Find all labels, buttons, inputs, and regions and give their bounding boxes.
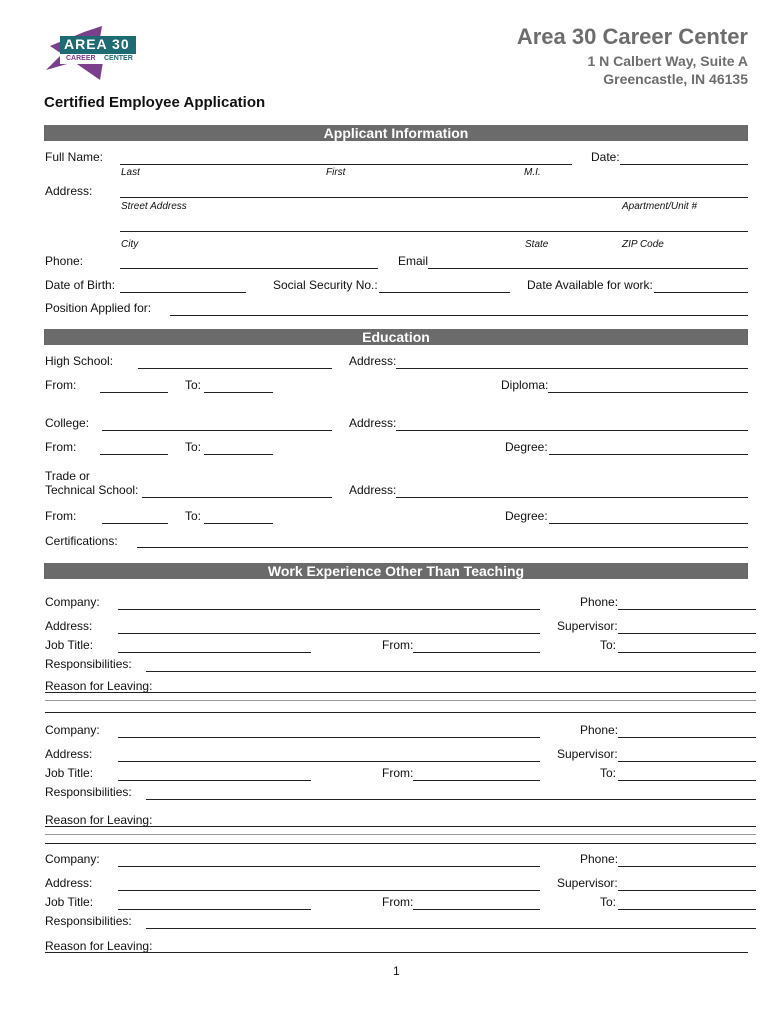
high-school-address-field[interactable] bbox=[396, 368, 748, 369]
job2-reason-line2[interactable] bbox=[45, 834, 756, 835]
section-education: Education bbox=[44, 329, 748, 345]
diploma-field[interactable] bbox=[548, 392, 748, 393]
college-field[interactable] bbox=[102, 430, 332, 431]
job3-company-label: Company: bbox=[45, 852, 100, 866]
job2-to-field[interactable] bbox=[618, 780, 756, 781]
job2-title-field[interactable] bbox=[118, 780, 311, 781]
trade-degree-field[interactable] bbox=[549, 523, 748, 524]
trade-label-line1: Trade or bbox=[45, 469, 90, 483]
job2-address-field[interactable] bbox=[118, 761, 540, 762]
form-title: Certified Employee Application bbox=[44, 94, 266, 111]
city-caption: City bbox=[121, 239, 139, 250]
job1-from-field[interactable] bbox=[413, 652, 540, 653]
trade-address-field[interactable] bbox=[396, 497, 748, 498]
zip-caption: ZIP Code bbox=[622, 239, 664, 250]
job1-company-label: Company: bbox=[45, 595, 100, 609]
apartment-caption: Apartment/Unit # bbox=[622, 201, 698, 212]
college-to-field[interactable] bbox=[204, 454, 273, 455]
job3-supervisor-label: Supervisor: bbox=[557, 876, 618, 890]
org-city: Greencastle, IN 46135 bbox=[603, 71, 748, 87]
section-applicant-information: Applicant Information bbox=[44, 125, 748, 141]
job3-address-field[interactable] bbox=[118, 890, 540, 891]
trade-school-field[interactable] bbox=[142, 497, 332, 498]
logo-text-center: CENTER bbox=[104, 55, 133, 62]
trade-from-field[interactable] bbox=[102, 523, 168, 524]
job2-responsibilities-field[interactable] bbox=[146, 799, 756, 800]
job2-supervisor-field[interactable] bbox=[618, 761, 756, 762]
job2-company-label: Company: bbox=[45, 723, 100, 737]
job3-from-label: From: bbox=[382, 895, 414, 909]
college-to-label: To: bbox=[185, 440, 202, 454]
position-label: Position Applied for: bbox=[45, 301, 152, 315]
college-degree-field[interactable] bbox=[549, 454, 748, 455]
job3-reason-label: Reason for Leaving: bbox=[45, 939, 153, 953]
email-label: Email bbox=[398, 254, 429, 268]
ssn-label: Social Security No.: bbox=[273, 278, 378, 292]
college-label: College: bbox=[45, 416, 90, 430]
position-field[interactable] bbox=[170, 315, 748, 316]
middle-initial-caption: M.I. bbox=[524, 167, 541, 178]
job2-phone-label: Phone: bbox=[580, 723, 619, 737]
trade-to-label: To: bbox=[185, 509, 202, 523]
job3-responsibilities-label: Responsibilities: bbox=[45, 914, 132, 928]
city-state-zip-field[interactable] bbox=[120, 231, 748, 232]
job1-responsibilities-field[interactable] bbox=[146, 671, 756, 672]
job2-from-label: From: bbox=[382, 766, 414, 780]
job1-supervisor-field[interactable] bbox=[618, 633, 756, 634]
diploma-label: Diploma: bbox=[501, 378, 549, 392]
job3-responsibilities-field[interactable] bbox=[146, 928, 756, 929]
job1-company-field[interactable] bbox=[118, 609, 540, 610]
high-school-field[interactable] bbox=[138, 368, 332, 369]
job1-reason-label: Reason for Leaving: bbox=[45, 679, 153, 693]
dob-field[interactable] bbox=[120, 292, 246, 293]
high-school-from-field[interactable] bbox=[100, 392, 168, 393]
dob-label: Date of Birth: bbox=[45, 278, 116, 292]
logo-star-icon bbox=[44, 22, 140, 84]
job2-reason-field[interactable] bbox=[45, 826, 756, 827]
certifications-field[interactable] bbox=[137, 547, 748, 548]
job1-title-label: Job Title: bbox=[45, 638, 94, 652]
logo-text-career: CAREER bbox=[66, 55, 96, 62]
job2-title-label: Job Title: bbox=[45, 766, 94, 780]
org-name: Area 30 Career Center bbox=[516, 24, 748, 49]
first-name-caption: First bbox=[326, 167, 346, 178]
job3-address-label: Address: bbox=[45, 876, 93, 890]
trade-to-field[interactable] bbox=[204, 523, 273, 524]
job1-reason-field[interactable] bbox=[45, 692, 756, 693]
state-caption: State bbox=[525, 239, 549, 250]
job1-reason-line2[interactable] bbox=[45, 700, 756, 701]
page-number: 1 bbox=[393, 964, 400, 978]
job1-title-field[interactable] bbox=[118, 652, 311, 653]
job3-from-field[interactable] bbox=[413, 909, 540, 910]
trade-degree-label: Degree: bbox=[505, 509, 548, 523]
phone-label: Phone: bbox=[45, 254, 84, 268]
job3-title-field[interactable] bbox=[118, 909, 311, 910]
job2-company-field[interactable] bbox=[118, 737, 540, 738]
high-school-to-label: To: bbox=[185, 378, 202, 392]
date-field[interactable] bbox=[620, 164, 748, 165]
full-name-label: Full Name: bbox=[45, 150, 104, 164]
date-available-label: Date Available for work: bbox=[527, 278, 653, 292]
full-name-field[interactable] bbox=[120, 164, 572, 165]
job3-company-field[interactable] bbox=[118, 866, 540, 867]
street-address-field[interactable] bbox=[120, 197, 748, 198]
job1-supervisor-label: Supervisor: bbox=[557, 619, 618, 633]
job1-responsibilities-label: Responsibilities: bbox=[45, 657, 132, 671]
street-address-caption: Street Address bbox=[121, 201, 187, 212]
job1-to-label: To: bbox=[600, 638, 617, 652]
college-address-label: Address: bbox=[349, 416, 397, 430]
phone-field[interactable] bbox=[120, 268, 378, 269]
job3-to-label: To: bbox=[600, 895, 617, 909]
job3-reason-field[interactable] bbox=[45, 952, 748, 953]
job1-reason-line3[interactable] bbox=[45, 712, 756, 713]
job2-reason-label: Reason for Leaving: bbox=[45, 813, 153, 827]
job1-phone-label: Phone: bbox=[580, 595, 619, 609]
certifications-label: Certifications: bbox=[45, 534, 118, 548]
college-from-label: From: bbox=[45, 440, 77, 454]
job1-from-label: From: bbox=[382, 638, 414, 652]
area30-logo bbox=[44, 22, 140, 84]
job2-responsibilities-label: Responsibilities: bbox=[45, 785, 132, 799]
ssn-field[interactable] bbox=[379, 292, 510, 293]
job2-reason-line3[interactable] bbox=[45, 843, 756, 844]
college-from-field[interactable] bbox=[100, 454, 168, 455]
job3-phone-label: Phone: bbox=[580, 852, 619, 866]
job3-phone-field[interactable] bbox=[618, 866, 756, 867]
job1-to-field[interactable] bbox=[618, 652, 756, 653]
job3-supervisor-field[interactable] bbox=[618, 890, 756, 891]
college-degree-label: Degree: bbox=[505, 440, 548, 454]
high-school-from-label: From: bbox=[45, 378, 77, 392]
job1-address-field[interactable] bbox=[118, 633, 540, 634]
last-name-caption: Last bbox=[121, 167, 140, 178]
trade-from-label: From: bbox=[45, 509, 77, 523]
trade-label-line2: Technical School: bbox=[45, 483, 139, 497]
trade-address-label: Address: bbox=[349, 483, 397, 497]
date-available-field[interactable] bbox=[654, 292, 748, 293]
high-school-address-label: Address: bbox=[349, 354, 397, 368]
logo-text-area30: AREA 30 bbox=[64, 36, 130, 52]
high-school-label: High School: bbox=[45, 354, 114, 368]
college-address-field[interactable] bbox=[396, 430, 748, 431]
email-field[interactable] bbox=[428, 268, 748, 269]
section-work-experience: Work Experience Other Than Teaching bbox=[44, 563, 748, 579]
job2-phone-field[interactable] bbox=[618, 737, 756, 738]
job2-from-field[interactable] bbox=[413, 780, 540, 781]
job3-to-field[interactable] bbox=[618, 909, 756, 910]
job1-address-label: Address: bbox=[45, 619, 93, 633]
job2-supervisor-label: Supervisor: bbox=[557, 747, 618, 761]
high-school-to-field[interactable] bbox=[204, 392, 273, 393]
job3-title-label: Job Title: bbox=[45, 895, 94, 909]
job1-phone-field[interactable] bbox=[618, 609, 756, 610]
address-label: Address: bbox=[45, 184, 93, 198]
org-street: 1 N Calbert Way, Suite A bbox=[587, 53, 748, 69]
job2-to-label: To: bbox=[600, 766, 617, 780]
job2-address-label: Address: bbox=[45, 747, 93, 761]
date-label: Date: bbox=[591, 150, 620, 164]
